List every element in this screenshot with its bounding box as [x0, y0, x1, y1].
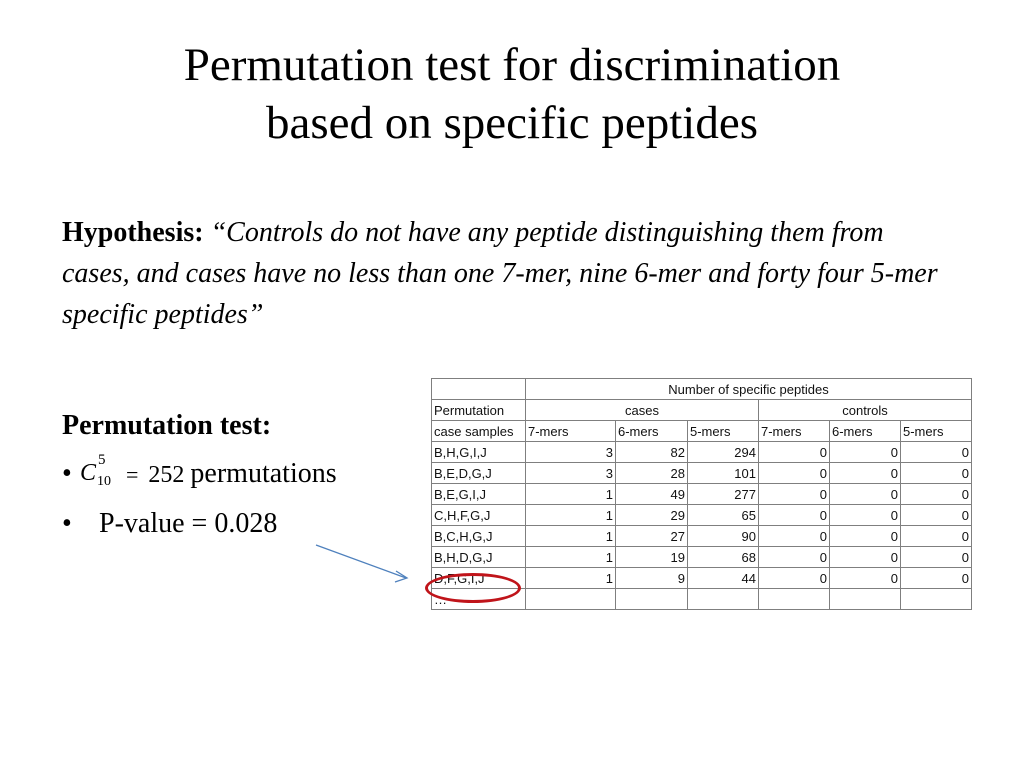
- table-group-header-row: [432, 379, 972, 400]
- table-cell-count: 0: [759, 547, 830, 568]
- combination-formula: [80, 452, 120, 489]
- table-subheader: 6-mers: [616, 421, 688, 442]
- table-cell-count: 28: [616, 463, 688, 484]
- table-cell-count: 0: [759, 463, 830, 484]
- hypothesis-quote: “Controls do not have any peptide distinguishing them from cases, and cases have no less than one 7-mer, nine 6-mer and forty four 5-mer specific peptides”: [62, 217, 938, 330]
- table-cell-count: 1: [526, 526, 616, 547]
- table-cell-samples: D,F,G,I,J: [432, 568, 526, 589]
- table-cell-count: 0: [830, 526, 901, 547]
- table-cell-count: 0: [759, 484, 830, 505]
- table-cell-count: 3: [526, 442, 616, 463]
- table-cell-count: 0: [901, 484, 972, 505]
- table-cell-count: 0: [830, 463, 901, 484]
- table-cell-count: [688, 589, 759, 610]
- table-cell-count: 68: [688, 547, 759, 568]
- table-cell-count: 0: [759, 568, 830, 589]
- table-cell-count: 19: [616, 547, 688, 568]
- title-line-1: Permutation test for discrimination: [183, 39, 841, 91]
- bullet-marker: •: [62, 508, 72, 539]
- table-subheader: 5-mers: [688, 421, 759, 442]
- table-cell-samples: B,H,G,I,J: [432, 442, 526, 463]
- table-subheader: 7-mers: [526, 421, 616, 442]
- table-cell-count: [830, 589, 901, 610]
- combination-suffix: permutations: [190, 458, 337, 489]
- results-table: [431, 378, 972, 610]
- table-cell-count: 0: [759, 526, 830, 547]
- table-subheader: 6-mers: [830, 421, 901, 442]
- table-cell-count: 1: [526, 484, 616, 505]
- table-subheader: case samples: [432, 421, 526, 442]
- table-cell-samples: B,E,G,I,J: [432, 484, 526, 505]
- table-cell-count: 277: [688, 484, 759, 505]
- pvalue-bullet: [62, 508, 277, 540]
- title-line-2: based on specific peptides: [265, 97, 759, 149]
- table-cell-count: 0: [901, 547, 972, 568]
- table-cell-count: 65: [688, 505, 759, 526]
- table-cell-count: [901, 589, 972, 610]
- table-cell-count: 1: [526, 568, 616, 589]
- table-cell-count: 0: [830, 568, 901, 589]
- table-row: [432, 442, 972, 463]
- table-group-header: Number of specific peptides: [526, 379, 972, 400]
- table-cell-count: 82: [616, 442, 688, 463]
- table-cell-count: 0: [830, 505, 901, 526]
- table-cell-samples: B,H,D,G,J: [432, 547, 526, 568]
- table-cell-count: 9: [616, 568, 688, 589]
- table-cell-count: 0: [901, 505, 972, 526]
- table-cell-count: 294: [688, 442, 759, 463]
- table-cell-count: 90: [688, 526, 759, 547]
- table-row: [432, 526, 972, 547]
- table-cell-count: 49: [616, 484, 688, 505]
- table-cell-count: 0: [901, 526, 972, 547]
- table-cell-count: 0: [830, 442, 901, 463]
- combination-subscript: 10: [97, 474, 111, 489]
- table-row: [432, 505, 972, 526]
- table-cell-count: 101: [688, 463, 759, 484]
- table-row: [432, 463, 972, 484]
- table-cell: [432, 379, 526, 400]
- combination-value: 252: [148, 462, 185, 488]
- table-cell-count: 29: [616, 505, 688, 526]
- table-cell-samples: C,H,F,G,J: [432, 505, 526, 526]
- table-subheader: 7-mers: [759, 421, 830, 442]
- highlight-circle: [425, 573, 521, 603]
- table-cell-count: 0: [759, 505, 830, 526]
- bullet-marker: •: [62, 458, 72, 489]
- combination-symbol: C: [80, 460, 97, 486]
- table-cell-count: [616, 589, 688, 610]
- table-cell-count: [759, 589, 830, 610]
- table-row: [432, 484, 972, 505]
- table-subheader-row: [432, 421, 972, 442]
- table-header-controls: controls: [759, 400, 972, 421]
- table-cell-count: 0: [830, 547, 901, 568]
- table-cell-count: 44: [688, 568, 759, 589]
- table-header-row: [432, 400, 972, 421]
- table-row: [432, 547, 972, 568]
- pvalue-text: P-value = 0.028: [99, 508, 278, 539]
- table-cell-count: 0: [759, 442, 830, 463]
- hypothesis-label: Hypothesis:: [62, 217, 204, 248]
- table-cell-count: 0: [901, 568, 972, 589]
- table-cell-samples: B,C,H,G,J: [432, 526, 526, 547]
- table-header-cases: cases: [526, 400, 759, 421]
- combination-equals: =: [126, 462, 139, 487]
- slide-title: [0, 36, 1024, 152]
- table-subheader: 5-mers: [901, 421, 972, 442]
- table-cell-samples: …: [432, 589, 526, 610]
- table-header-permutation: Permutation: [432, 400, 526, 421]
- permutation-heading: Permutation test:: [62, 410, 272, 441]
- combination-bullet: [62, 452, 337, 490]
- table-cell-count: 3: [526, 463, 616, 484]
- table-cell-count: 0: [830, 484, 901, 505]
- table-cell-count: [526, 589, 616, 610]
- table-cell-count: 1: [526, 505, 616, 526]
- combination-superscript: 5: [98, 452, 106, 468]
- hypothesis-paragraph: [62, 212, 952, 335]
- table-cell-count: 0: [901, 463, 972, 484]
- table-cell-count: 27: [616, 526, 688, 547]
- table-cell-samples: B,E,D,G,J: [432, 463, 526, 484]
- table-cell-count: 1: [526, 547, 616, 568]
- table-cell-count: 0: [901, 442, 972, 463]
